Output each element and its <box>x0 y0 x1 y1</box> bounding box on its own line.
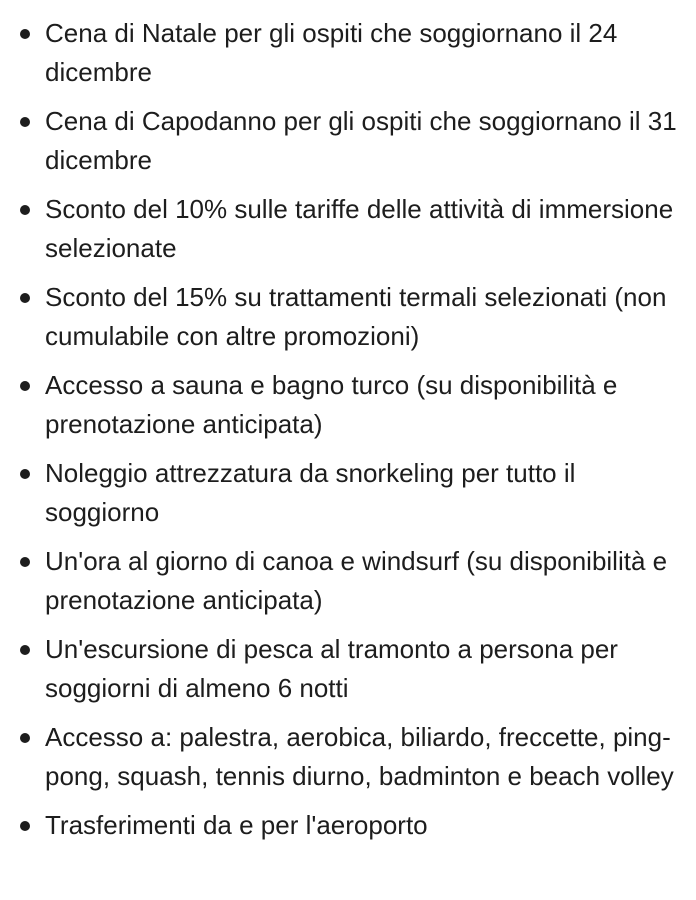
list-item <box>0 630 696 708</box>
list-item-text: Cena di Capodanno per gli ospiti che soggiornano il 31 dicembre <box>45 106 677 175</box>
list-item-text: Sconto del 10% sulle tariffe delle attività di immersione selezionate <box>45 194 674 263</box>
list-item <box>0 14 696 92</box>
amenities-list <box>0 14 696 855</box>
list-item-text: Sconto del 15% su trattamenti termali selezionati (non cumulabile con altre promozioni) <box>45 282 667 351</box>
bullet-icon <box>20 205 30 215</box>
list-item-text: Accesso a sauna e bagno turco (su disponibilità e prenotazione anticipata) <box>45 370 618 439</box>
list-item <box>0 454 696 532</box>
bullet-icon <box>20 733 30 743</box>
bullet-icon <box>20 469 30 479</box>
list-item <box>0 718 696 796</box>
list-item-text: Trasferimenti da e per l'aeroporto <box>45 810 428 840</box>
list-item <box>0 542 696 620</box>
list-item <box>0 278 696 356</box>
list-item-text: Un'escursione di pesca al tramonto a persona per soggiorni di almeno 6 notti <box>45 634 618 703</box>
list-item <box>0 190 696 268</box>
bullet-icon <box>20 645 30 655</box>
list-item-text: Cena di Natale per gli ospiti che soggiornano il 24 dicembre <box>45 18 618 87</box>
list-item <box>0 102 696 180</box>
list-item <box>0 806 696 845</box>
bullet-icon <box>20 381 30 391</box>
list-item-text: Noleggio attrezzatura da snorkeling per tutto il soggiorno <box>45 458 576 527</box>
bullet-icon <box>20 293 30 303</box>
list-item-text: Un'ora al giorno di canoa e windsurf (su disponibilità e prenotazione anticipata) <box>45 546 668 615</box>
bullet-icon <box>20 557 30 567</box>
list-item <box>0 366 696 444</box>
bullet-icon <box>20 117 30 127</box>
list-item-text: Accesso a: palestra, aerobica, biliardo, freccette, ping-pong, squash, tennis diurno, badminton e beach volley <box>45 722 674 791</box>
bullet-icon <box>20 29 30 39</box>
bullet-icon <box>20 821 30 831</box>
